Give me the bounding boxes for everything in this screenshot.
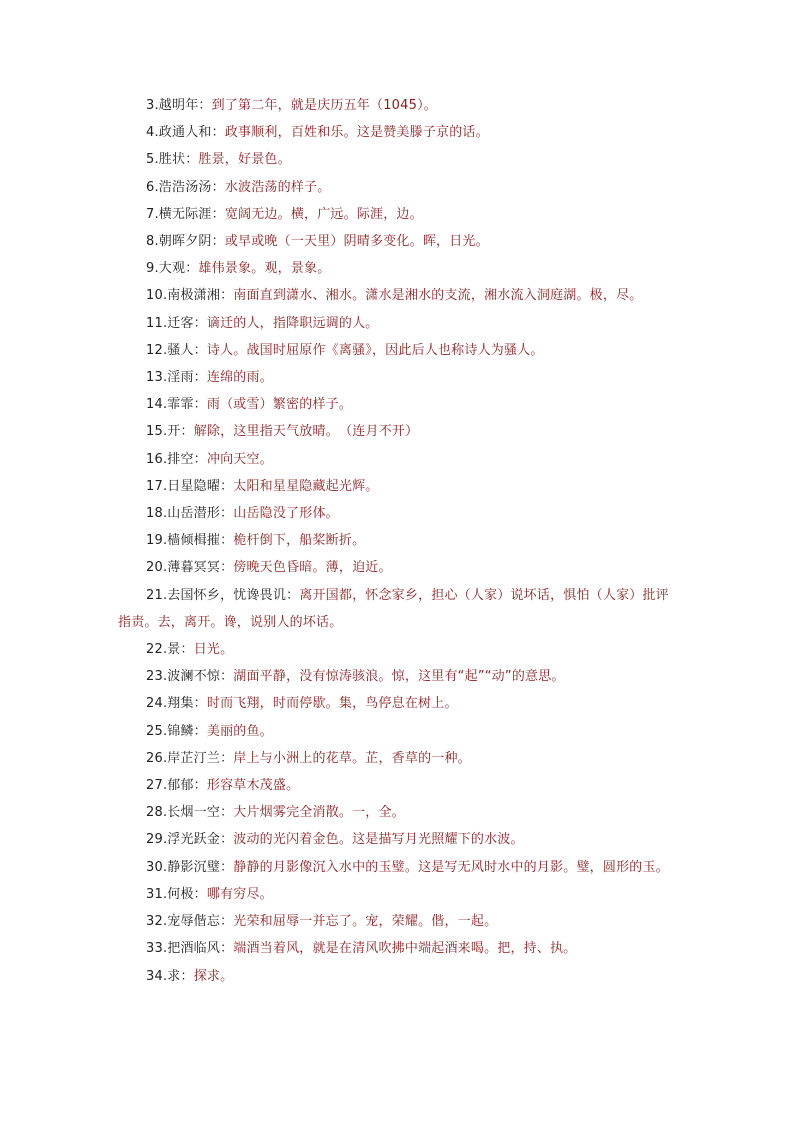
note-definition: 连绵的雨。 (206, 370, 273, 386)
note-13 (118, 364, 678, 391)
note-term: 28.长烟一空： (146, 805, 234, 821)
note-22 (118, 636, 678, 663)
note-term: 3.越明年： (146, 98, 212, 113)
note-23 (118, 663, 678, 690)
note-term: 7.横无际涯： (146, 206, 225, 222)
note-definition: 山岳隐没了形体。 (233, 506, 339, 522)
note-definition: 到了第二年，就是庆历五年（1045）。 (211, 98, 437, 113)
note-term: 9.大观： (146, 261, 199, 277)
note-term: 15.开： (146, 424, 194, 440)
note-definition: 雄伟景象。观，景象。 (198, 261, 331, 277)
note-30 (118, 854, 678, 881)
note-definition: 哪有穷尽。 (206, 886, 273, 902)
note-term: 31.何极： (146, 886, 207, 902)
note-term: 25.锦鳞： (146, 723, 207, 739)
note-term: 22.景： (146, 642, 194, 658)
note-definition: 时而飞翔，时而停歇。集，鸟停息在树上。 (206, 696, 458, 712)
note-term: 20.薄暮冥冥： (146, 560, 234, 576)
note-definition: 谪迁的人，指降职远调的人。 (206, 315, 379, 331)
note-32 (118, 908, 678, 935)
note-27 (118, 772, 678, 799)
note-term: 4.政通人和： (146, 125, 225, 141)
note-term: 10.南极潇湘： (146, 288, 234, 304)
note-15 (118, 418, 678, 445)
note-definition: 诗人。战国时屈原作《离骚》，因此后人也称诗人为骚人。 (206, 342, 544, 358)
note-definition: 湖面平静，没有惊涛骇浪。惊，这里有“起”“动”的意思。 (233, 669, 565, 685)
note-definition: 桅杆倒下，船桨断折。 (233, 533, 366, 549)
note-definition: 端酒当着风，就是在清风吹拂中端起酒来喝。把，持、执。 (233, 941, 577, 957)
note-4 (118, 119, 678, 146)
note-term: 17.日星隐曜： (146, 478, 234, 494)
note-definition: 静静的月影像沉入水中的玉璧。这是写无风时水中的月影。璧，圆形的玉。 (233, 859, 669, 875)
note-definition: 解除，这里指天气放晴。 （连月不开） (193, 424, 419, 440)
note-definition: 傍晚天色昏暗。薄，迫近。 (233, 560, 392, 576)
note-term: 27.郁郁： (146, 778, 207, 794)
note-5 (118, 146, 678, 173)
note-28 (118, 799, 678, 826)
note-term: 32.宠辱偕忘： (146, 914, 234, 930)
note-term: 14.霏霏： (146, 397, 207, 413)
note-definition: 政事顺利，百姓和乐。这是赞美滕子京的话。 (224, 125, 489, 141)
note-17 (118, 473, 678, 500)
note-term: 12.骚人： (146, 342, 207, 358)
note-term: 8.朝晖夕阴： (146, 234, 225, 250)
note-term: 29.浮光跃金： (146, 832, 234, 848)
note-term: 16.排空： (146, 451, 207, 467)
note-8 (118, 228, 678, 255)
note-9 (118, 255, 678, 282)
note-term: 6.浩浩汤汤： (146, 179, 225, 195)
note-definition: 或早或晚（一天里）阴晴多变化。晖，日光。 (224, 234, 489, 250)
note-term: 18.山岳潜形： (146, 506, 234, 522)
note-10 (118, 282, 678, 309)
note-14 (118, 391, 678, 418)
note-definition: 冲向天空。 (206, 451, 273, 467)
note-31 (118, 881, 678, 908)
note-definition: 胜景，好景色。 (198, 152, 291, 168)
note-term: 30.静影沉璧： (146, 859, 234, 875)
note-definition: 美丽的鱼。 (206, 723, 273, 739)
note-16 (118, 446, 678, 473)
note-term: 33.把酒临风： (146, 941, 234, 957)
note-6 (118, 174, 678, 201)
annotation-list (118, 92, 678, 990)
note-18 (118, 500, 678, 527)
note-definition: 水波浩荡的样子。 (224, 179, 331, 195)
note-definition: 光荣和屈辱一并忘了。宠，荣耀。偕，一起。 (233, 914, 498, 930)
note-24 (118, 690, 678, 717)
note-7 (118, 201, 678, 228)
note-34 (118, 963, 678, 990)
note-term: 13.淫雨： (146, 370, 207, 386)
note-3 (118, 92, 678, 119)
note-term: 19.樯倾楫摧： (146, 533, 234, 549)
note-term: 5.胜状： (146, 152, 199, 168)
note-term: 11.迁客： (146, 315, 207, 331)
note-definition: 波动的光闪着金色。这是描写月光照耀下的水波。 (233, 832, 524, 848)
note-12 (118, 337, 678, 364)
note-19 (118, 527, 678, 554)
note-20 (118, 554, 678, 581)
note-definition: 形容草木茂盛。 (206, 778, 300, 794)
note-25 (118, 718, 678, 745)
note-definition: 南面直到潇水、湘水。潇水是湘水的支流，湘水流入洞庭湖。极，尽。 (233, 288, 643, 304)
note-term: 24.翔集： (146, 696, 207, 712)
note-definition: 离开国都，怀念家乡，担心（人家）说坏话，惧怕（人家）批评指责。去，离开。谗，说别人的坏话。 (118, 587, 669, 630)
note-21 (118, 582, 678, 636)
note-term: 21.去国怀乡，忧谗畏讥： (146, 587, 300, 603)
note-term: 26.岸芷汀兰： (146, 750, 234, 766)
note-term: 34.求： (146, 968, 194, 984)
note-29 (118, 826, 678, 853)
note-11 (118, 310, 678, 337)
note-definition: 大片烟雾完全消散。一，全。 (233, 805, 405, 821)
note-definition: 太阳和星星隐藏起光辉。 (233, 478, 379, 494)
note-26 (118, 745, 678, 772)
note-definition: 岸上与小洲上的花草。芷，香草的一种。 (233, 750, 471, 766)
note-definition: 雨（或雪）繁密的样子。 (206, 397, 353, 413)
note-term: 23.波澜不惊： (146, 669, 234, 685)
note-definition: 日光。 (193, 642, 234, 658)
note-definition: 宽阔无边。横，广远。际涯，边。 (224, 206, 423, 222)
note-definition: 探求。 (193, 968, 234, 984)
note-33 (118, 935, 678, 962)
